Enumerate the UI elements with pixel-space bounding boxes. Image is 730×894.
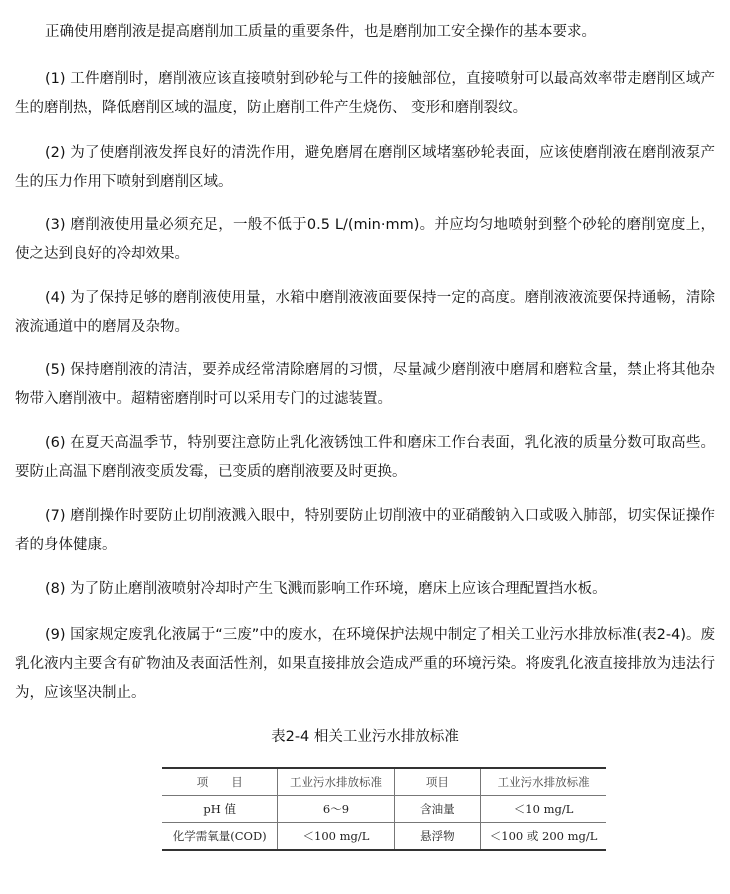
header-cell: 工业污水排放标准 bbox=[481, 768, 606, 796]
header-cell: 工业污水排放标准 bbox=[278, 768, 394, 796]
paragraph-7: (7) 磨削操作时要防止切削液溅入眼中，特别要防止切削液中的亚硝酸钠入口或吸入肺部，切实保证操作者的身体健康。 bbox=[15, 508, 715, 553]
table-cell: ＜100 或 200 mg/L bbox=[481, 823, 606, 851]
paragraph-8: (8) 为了防止磨削液喷射冷却时产生飞溅而影响工作环境，磨床上应该合理配置挡水板。 bbox=[45, 581, 607, 597]
table-cell: ＜10 mg/L bbox=[481, 796, 606, 823]
table-caption: 表2-4 相关工业污水排放标准 bbox=[271, 729, 459, 745]
paragraph-9: (9) 国家规定废乳化液属于“三废”中的废水，在环境保护法规中制定了相关工业污水排放标准(表2-4)。废乳化液内主要含有矿物油及表面活性剂，如果直接排放会造成严重的环境污染。将废乳化液直接排放为违法行为，应该坚决制止。 bbox=[15, 627, 715, 701]
paragraph-3: (3) 磨削液使用量必须充足，一般不低于0.5 L/(min·mm)。并应均匀地喷射到整个砂轮的磨削宽度上，使之达到良好的冷却效果。 bbox=[15, 217, 715, 262]
intro-paragraph: 正确使用磨削液是提高磨削加工质量的重要条件，也是磨削加工安全操作的基本要求。 bbox=[45, 24, 596, 40]
header-cell: 项 目 bbox=[162, 768, 278, 796]
table-row bbox=[162, 823, 606, 851]
table-cell: 悬浮物 bbox=[394, 823, 481, 851]
table-cell: 6～9 bbox=[278, 796, 394, 823]
paragraph-1: (1) 工件磨削时，磨削液应该直接喷射到砂轮与工件的接触部位，直接喷射可以最高效率带走磨削区域产生的磨削热，降低磨削区域的温度，防止磨削工件产生烧伤、 变形和磨削裂纹。 bbox=[15, 71, 715, 116]
table-cell: pH 值 bbox=[162, 796, 278, 823]
table-cell: 化学需氧量(COD) bbox=[162, 823, 278, 851]
table-row bbox=[162, 796, 606, 823]
table-header-row bbox=[162, 768, 606, 796]
paragraph-2: (2) 为了使磨削液发挥良好的清洗作用，避免磨屑在磨削区域堵塞砂轮表面，应该使磨削液在磨削液泵产生的压力作用下喷射到磨削区域。 bbox=[15, 145, 715, 190]
paragraph-4: (4) 为了保持足够的磨削液使用量，水箱中磨削液液面要保持一定的高度。磨削液液流要保持通畅，清除液流通道中的磨屑及杂物。 bbox=[15, 290, 715, 335]
table-cell: ＜100 mg/L bbox=[278, 823, 394, 851]
header-cell: 项目 bbox=[394, 768, 481, 796]
paragraph-5: (5) 保持磨削液的清洁，要养成经常清除磨屑的习惯，尽量减少磨削液中磨屑和磨粒含量，禁止将其他杂物带入磨削液中。超精密磨削时可以采用专门的过滤装置。 bbox=[15, 362, 715, 407]
discharge-standard-table bbox=[162, 767, 606, 851]
paragraph-6: (6) 在夏天高温季节，特别要注意防止乳化液锈蚀工件和磨床工作台表面，乳化液的质量分数可取高些。要防止高温下磨削液变质发霉，已变质的磨削液要及时更换。 bbox=[15, 435, 715, 480]
table-cell: 含油量 bbox=[394, 796, 481, 823]
